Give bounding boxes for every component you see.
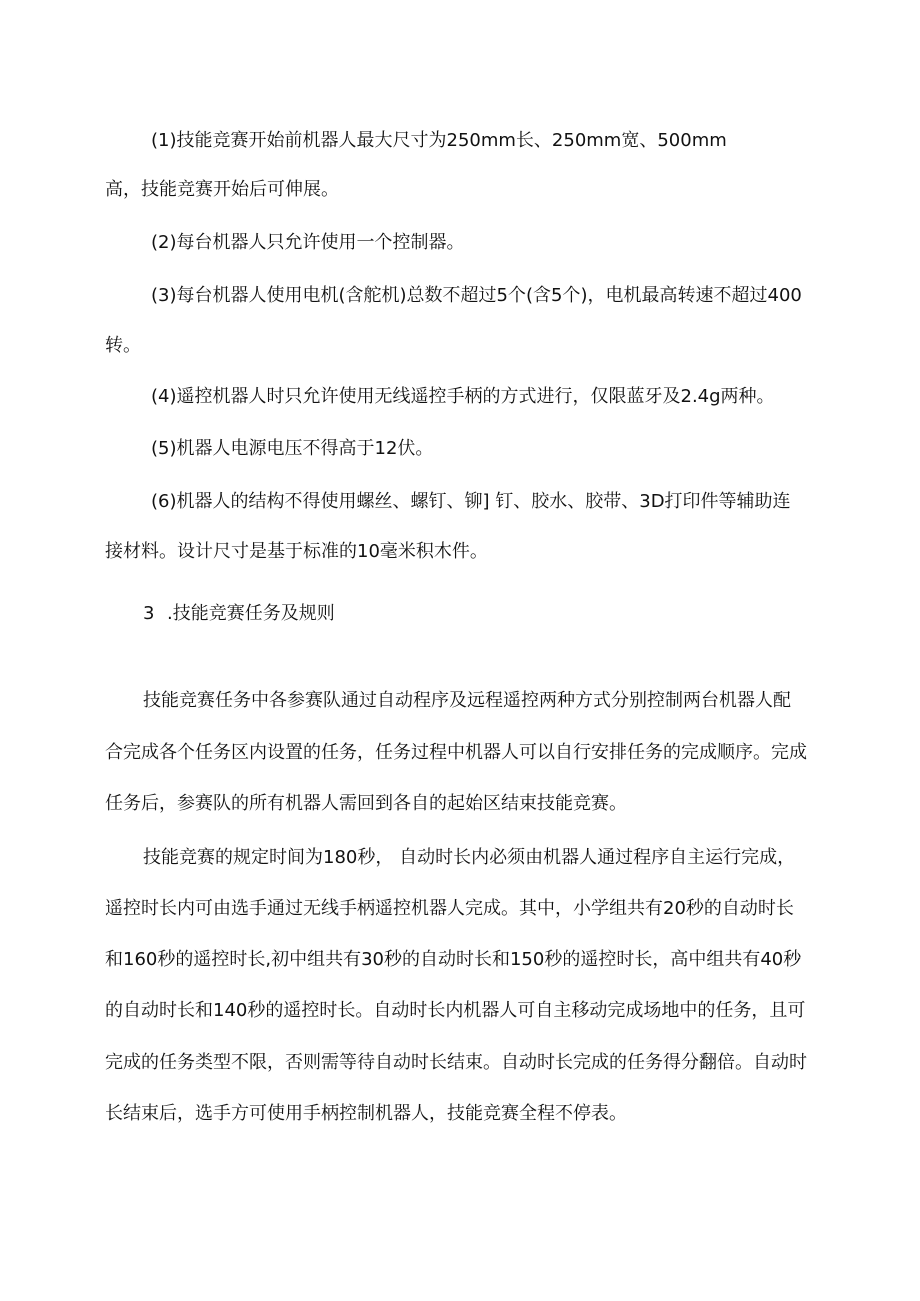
paragraph-2-line-2: 遥控时长内可由选手通过无线手柄遥控机器人完成。其中，小学组共有20秒的自动时长 (105, 898, 794, 919)
paragraph-1-line-1: 技能竞赛任务中各参赛队通过自动程序及远程遥控两种方式分别控制两台机器人配 (143, 690, 791, 711)
paragraph-2-line-3: 和160秒的遥控时长,初中组共有30秒的自动时长和150秒的遥控时长，高中组共有40秒 (105, 949, 802, 970)
rule-5-line-1: (5)机器人电源电压不得高于12伏。 (151, 438, 434, 459)
rule-2-line-1: (2)每台机器人只允许使用一个控制器。 (151, 232, 465, 253)
rule-6-line-1: (6)机器人的结构不得使用螺丝、螺钉、铆] 钉、胶水、胶带、3D打印件等辅助连 (151, 491, 791, 512)
paragraph-1-line-2: 合完成各个任务区内设置的任务，任务过程中机器人可以自行安排任务的完成顺序。完成 (105, 742, 807, 763)
rule-4-line-1: (4)遥控机器人时只允许使用无线遥控手柄的方式进行，仅限蓝牙及2.4g两种。 (151, 386, 775, 407)
paragraph-2-line-5: 完成的任务类型不限，否则需等待自动时长结束。自动时长完成的任务得分翻倍。自动时 (105, 1052, 807, 1073)
rule-3-line-1: (3)每台机器人使用电机(含舵机)总数不超过5个(含5个)，电机最高转速不超过400 (151, 285, 802, 306)
paragraph-2-line-1: 技能竞赛的规定时间为180秒， 自动时长内必须由机器人通过程序自主运行完成， (143, 847, 796, 868)
section-number: 3 (143, 603, 155, 624)
rule-1-line-1: (1)技能竞赛开始前机器人最大尺寸为250mm长、250mm宽、500mm (151, 130, 727, 151)
rule-1-line-2: 高，技能竞赛开始后可伸展。 (105, 179, 339, 200)
rule-6-line-2: 接材料。设计尺寸是基于标准的10毫米积木件。 (105, 541, 488, 562)
section-heading (143, 601, 335, 627)
paragraph-2-line-6: 长结束后，选手方可使用手柄控制机器人，技能竞赛全程不停表。 (105, 1103, 627, 1124)
paragraph-2-line-4: 的自动时长和140秒的遥控时长。自动时长内机器人可自主移动完成场地中的任务，且可 (105, 1000, 806, 1021)
section-title: .技能竞赛任务及规则 (167, 603, 335, 624)
paragraph-1-line-3: 任务后，参赛队的所有机器人需回到各自的起始区结束技能竞赛。 (105, 793, 627, 814)
rule-3-line-2: 转。 (105, 335, 141, 356)
